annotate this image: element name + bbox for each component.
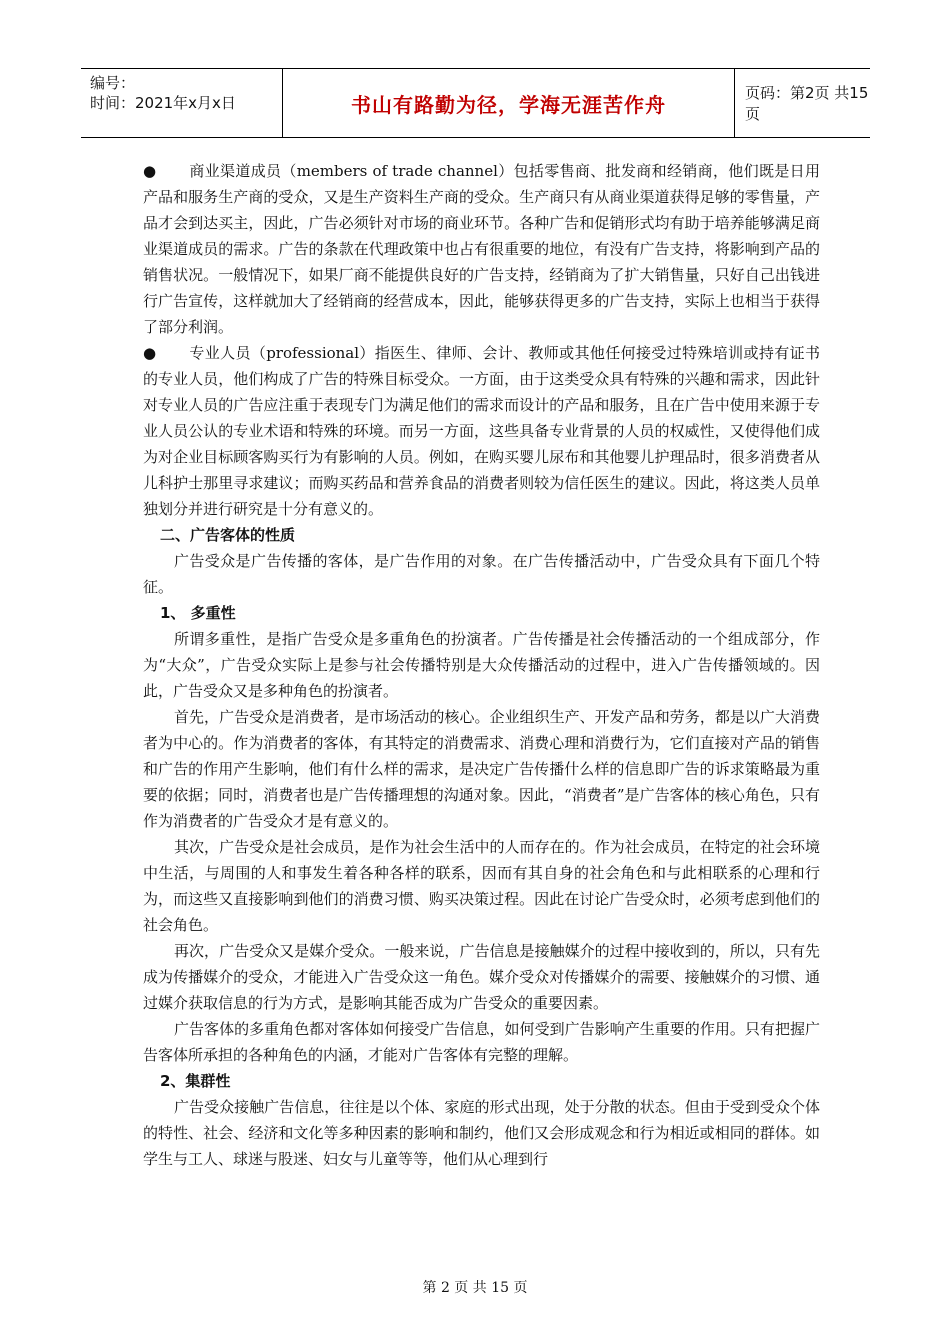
bullet-paragraph-trade-channel <box>143 158 820 340</box>
paragraph: 其次，广告受众是社会成员，是作为社会生活中的人而存在的。作为社会成员，在特定的社会环境中生活，与周围的人和事发生着各种各样的联系，因而有其自身的社会角色和与此相联系的心理和行为，而这些又直接影响到他们的消费习惯、购买决策过程。因此在讨论广告受众时，必须考虑到他们的社会角色。 <box>143 838 820 934</box>
paragraph: 再次，广告受众又是媒介受众。一般来说，广告信息是接触媒介的过程中接收到的，所以，只有先成为传播媒介的受众，才能进入广告受众这一角色。媒介受众对传播媒介的需要、接触媒介的习惯、通过媒介获取信息的行为方式，是影响其能否成为广告受众的重要因素。 <box>143 942 820 1012</box>
page-header <box>81 68 870 138</box>
document-body <box>143 158 820 1172</box>
bullet-icon: ● <box>143 344 157 362</box>
paragraph-text: 商业渠道成员（members of trade channel）包括零售商、批发商和经销商，他们既是日用产品和服务生产商的受众，又是生产资料生产商的受众。生产商只有从商业渠道获得足够的零售量，产品才会到达买主，因此，广告必须针对市场的商业环节。各种广告和促销形式均有助于培养能够满足商业渠道成员的需求。广告的条款在代理政策中也占有很重要的地位，有没有广告支持，将影响到产品的销售状况。一般情况下，如果厂商不能提供良好的广告支持，经销商为了扩大销售量，只好自己出钱进行广告宣传，这样就加大了经销商的经营成本，因此，能够获得更多的广告支持，实际上也相当于获得了部分利润。 <box>143 162 820 336</box>
document-date-label: 时间：2021年x月x日 <box>90 94 236 112</box>
paragraph: 广告客体的多重角色都对客体如何接受广告信息，如何受到广告影响产生重要的作用。只有把握广告客体所承担的各种角色的内涵，才能对广告客体有完整的理解。 <box>143 1020 820 1064</box>
paragraph: 广告受众是广告传播的客体，是广告作用的对象。在广告传播活动中，广告受众具有下面几个特征。 <box>143 552 820 596</box>
header-meta <box>81 69 283 137</box>
header-page-info: 页码：第2页 共15页 <box>745 84 869 123</box>
bullet-icon: ● <box>143 162 157 180</box>
subsection-heading-clustering: 2、集群性 <box>160 1072 231 1090</box>
document-number-label: 编号： <box>90 74 136 92</box>
section-heading: 二、广告客体的性质 <box>160 526 296 544</box>
paragraph: 首先，广告受众是消费者，是市场活动的核心。企业组织生产、开发产品和劳务，都是以广大消费者为中心的。作为消费者的客体，有其特定的消费需求、消费心理和消费行为，它们直接对产品的销售和广告的作用产生影响，他们有什么样的需求，是决定广告传播什么样的信息即广告的诉求策略最为重要的依据；同时，消费者也是广告传播理想的沟通对象。因此，“消费者”是广告客体的核心角色，只有作为消费者的广告受众才是有意义的。 <box>143 708 820 830</box>
paragraph: 所谓多重性，是指广告受众是多重角色的扮演者。广告传播是社会传播活动的一个组成部分，作为“大众”，广告受众实际上是参与社会传播特别是大众传播活动的过程中，进入广告传播领域的。因此，广告受众又是多种角色的扮演者。 <box>143 630 820 700</box>
paragraph-text: 专业人员（professional）指医生、律师、会计、教师或其他任何接受过特殊培训或持有证书的专业人员，他们构成了广告的特殊目标受众。一方面，由于这类受众具有特殊的兴趣和需求，因此针对专业人员的广告应注重于表现专门为满足他们的需求而设计的产品和服务，且在广告中使用来源于专业人员公认的专业术语和特殊的环境。而另一方面，这些具备专业背景的人员的权威性，又使得他们成为对企业目标顾客购买行为有影响的人员。例如，在购买婴儿尿布和其他婴儿护理品时，很多消费者从儿科护士那里寻求建议；而购买药品和营养食品的消费者则较为信任医生的建议。因此，将这类人员单独划分并进行研究是十分有意义的。 <box>143 344 820 518</box>
subsection-heading-multiplicity: 1、 多重性 <box>160 604 236 622</box>
header-motto: 书山有路勤为径，学海无涯苦作舟 <box>283 69 735 137</box>
page-footer: 第 2 页 共 15 页 <box>422 1280 528 1296</box>
bullet-paragraph-professional <box>143 340 820 522</box>
paragraph: 广告受众接触广告信息，往往是以个体、家庭的形式出现，处于分散的状态。但由于受到受众个体的特性、社会、经济和文化等多种因素的影响和制约，他们又会形成观念和行为相近或相同的群体。如学生与工人、球迷与股迷、妇女与儿童等等，他们从心理到行 <box>143 1098 820 1168</box>
